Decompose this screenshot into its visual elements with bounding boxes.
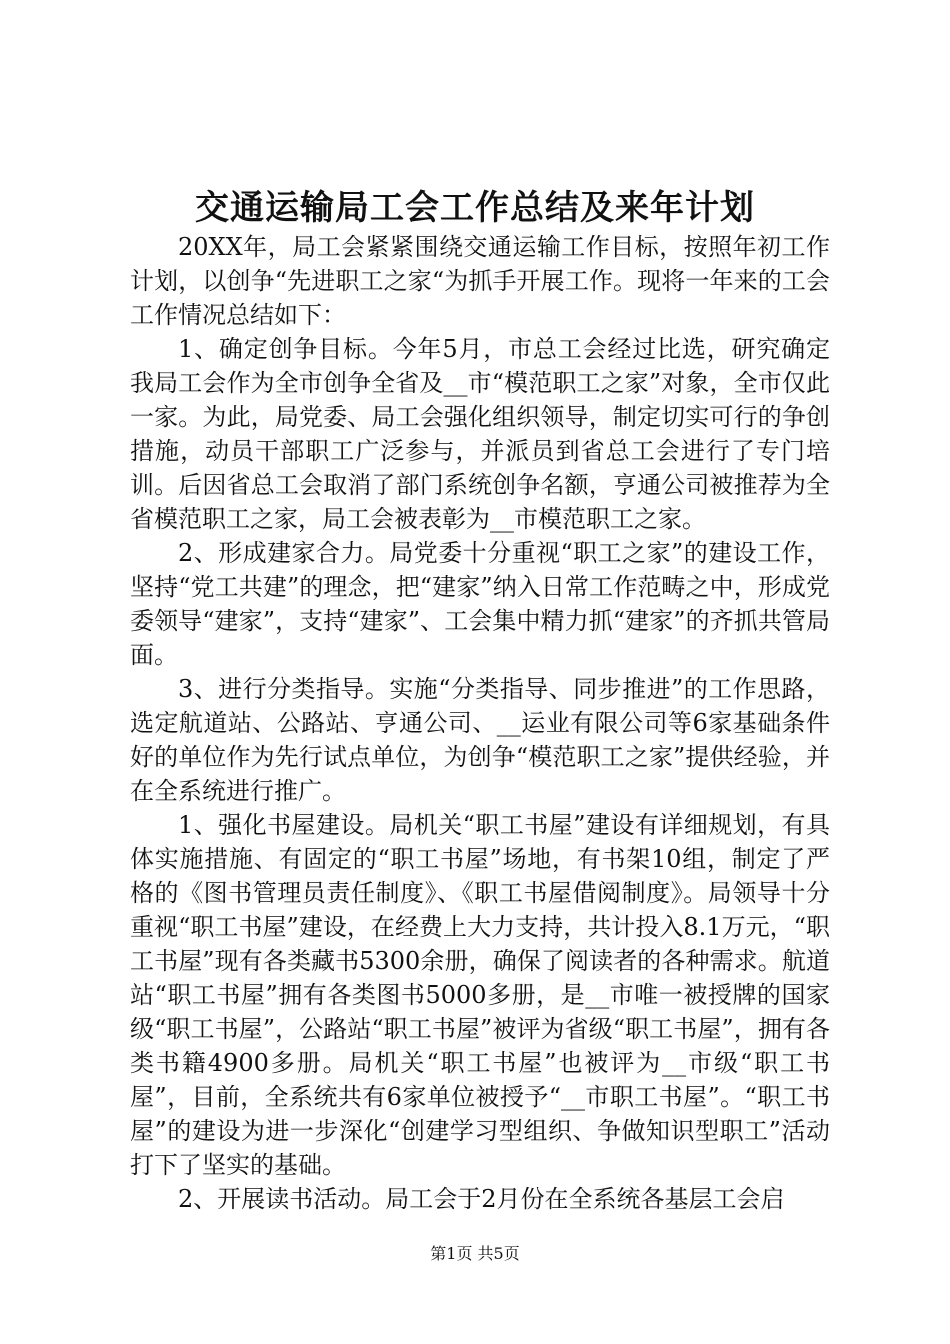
paragraph-reading: 2、开展读书活动。局工会于2月份在全系统各基层工会启 — [178, 1185, 785, 1213]
paragraph-bookhouse: 1、强化书屋建设。局机关“职工书屋”建设有详细规划，有具体实施措施、有固定的“职工书屋”场地，有书架10组，制定了严格的《图书管理员责任制度》、《职工书屋借阅制度》。局领导十分重视“职工书屋”建设，在经费上大力支持，共计投入8.1万元，“职工书屋”现有各类藏书5300余册，确保了阅读者的各种需求。航道站“职工书屋”拥有各类图书5000多册，是__市唯一被授牌的国家级“职工书屋”，公路站“职工书屋”被评为省级“职工书屋”，拥有各类书籍4900多册。局机关“职工书屋”也被评为__市级“职工书屋”，目前，全系统共有6家单位被授予“__市职工书屋”。“职工书屋”的建设为进一步深化“创建学习型组织、争做知识型职工”活动打下了坚实的基础。 — [130, 811, 830, 1179]
document-title: 交通运输局工会工作总结及来年计划 — [195, 188, 755, 228]
paragraph-synergy: 2、形成建家合力。局党委十分重视“职工之家”的建设工作，坚持“党工共建”的理念，把“建家”纳入日常工作范畴之中，形成党委领导“建家”，支持“建家”、工会集中精力抓“建家”的齐抓共管局面。 — [130, 539, 830, 669]
paragraph-intro: 20XX年，局工会紧紧围绕交通运输工作目标，按照年初工作计划，以创争“先进职工之家“为抓手开展工作。现将一年来的工会工作情况总结如下： — [130, 233, 830, 329]
paragraph-guidance: 3、进行分类指导。实施“分类指导、同步推进”的工作思路，选定航道站、公路站、亨通公司、__运业有限公司等6家基础条件好的单位作为先行试点单位，为创争“模范职工之家”提供经验，并在全系统进行推广。 — [130, 675, 830, 805]
paragraph-goal: 1、确定创争目标。今年5月，市总工会经过比选，研究确定我局工会作为全市创争全省及__市“模范职工之家”对象，全市仅此一家。为此，局党委、局工会强化组织领导，制定切实可行的争创措施，动员干部职工广泛参与，并派员到省总工会进行了专门培训。后因省总工会取消了部门系统创争名额，亨通公司被推荐为全省模范职工之家，局工会被表彰为__市模范职工之家。 — [130, 335, 830, 533]
document-body — [130, 230, 830, 1216]
page-number-footer: 第1页 共5页 — [430, 1244, 520, 1263]
